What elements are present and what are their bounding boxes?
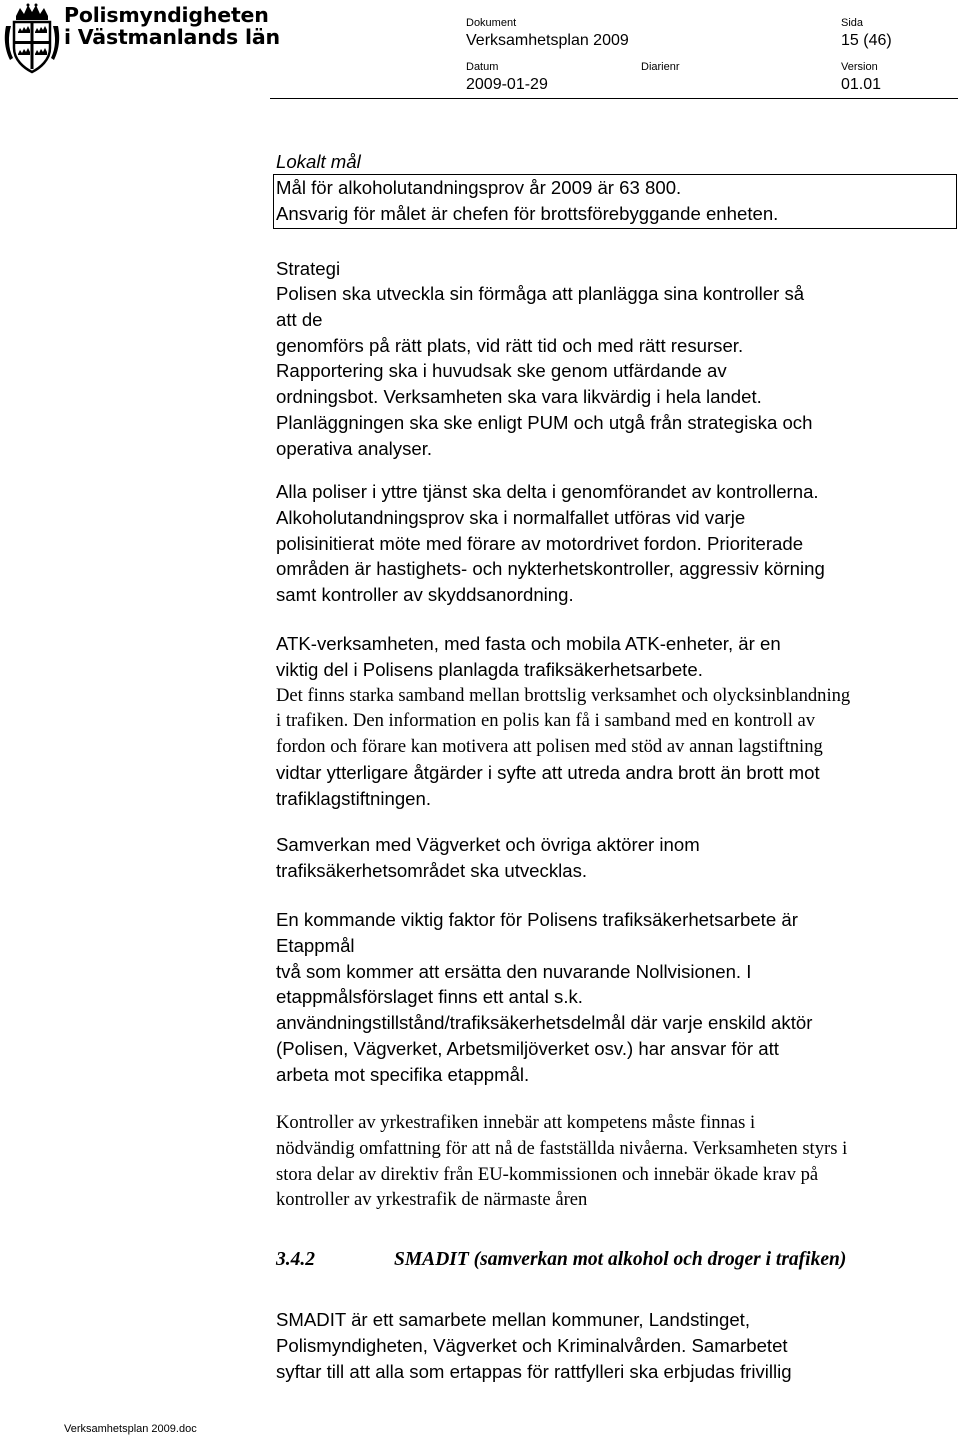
yrke-paragraph bbox=[276, 1110, 956, 1213]
header-divider bbox=[270, 98, 958, 99]
text-line: ATK-verksamheten, med fasta och mobila ATK-enheter, är en bbox=[276, 633, 781, 654]
text-line: Kontroller av yrkestrafiken innebär att kompetens måste finnas i bbox=[276, 1112, 756, 1133]
text-line: två som kommer att ersätta den nuvarande Nollvisionen. I bbox=[276, 960, 752, 982]
organization-name bbox=[64, 4, 280, 48]
etapp-paragraph bbox=[276, 907, 956, 1088]
text-line: Alla poliser i yttre tjänst ska delta i genomförandet av kontrollerna. bbox=[276, 481, 819, 502]
org-line-1: Polismyndigheten bbox=[64, 3, 269, 27]
atk-paragraph bbox=[276, 631, 956, 812]
text-line: vidtar ytterligare åtgärder i syfte att utreda andra brott än brott mot bbox=[276, 761, 820, 783]
text-line: ordningsbot. Verksamheten ska vara likvärdig i hela landet. bbox=[276, 386, 762, 408]
section-heading bbox=[276, 1247, 846, 1273]
section-title: SMADIT (samverkan mot alkohol och droger i trafiken) bbox=[394, 1249, 847, 1270]
label-datum: Datum bbox=[466, 61, 499, 73]
text-line: arbeta mot specifika etappmål. bbox=[276, 1063, 530, 1085]
text-line: användningstillstånd/trafiksäkerhetsdelmål där varje enskild aktör bbox=[276, 1012, 813, 1034]
text-line: Polisen ska utveckla sin förmåga att planlägga sina kontroller så bbox=[276, 283, 805, 304]
text-line: samt kontroller av skyddsanordning. bbox=[276, 584, 574, 606]
section-number: 3.4.2 bbox=[276, 1249, 315, 1270]
text-line: SMADIT är ett samarbete mellan kommuner, Landstinget, bbox=[276, 1309, 751, 1330]
text-line: polisinitierat möte med förare av motordrivet fordon. Prioriterade bbox=[276, 532, 804, 554]
text-line: Det finns starka samband mellan brottslig verksamhet och olycksinblandning bbox=[276, 684, 851, 706]
org-line-2: i Västmanlands län bbox=[64, 25, 280, 49]
text-line: Alkoholutandningsprov ska i normalfallet utföras vid varje bbox=[276, 506, 746, 528]
text-line: i trafiken. Den information en polis kan få i samband med en kontroll av bbox=[276, 710, 816, 732]
text-line: viktig del i Polisens planlagda trafiksäkerhetsarbete. bbox=[276, 658, 703, 680]
value-datum: 2009-01-29 bbox=[466, 76, 548, 93]
text-line: Rapportering ska i huvudsak ske genom utfärdande av bbox=[276, 360, 727, 382]
text-line: operativa analyser. bbox=[276, 437, 433, 459]
label-sida: Sida bbox=[841, 17, 864, 29]
text-line: Samverkan med Vägverket och övriga aktörer inom bbox=[276, 834, 700, 855]
label-version: Version bbox=[841, 61, 878, 73]
text-line: syftar till att alla som ertappas för rattfylleri ska erbjudas frivillig bbox=[276, 1360, 792, 1382]
value-version: 01.01 bbox=[841, 76, 882, 93]
text-line: Polismyndigheten, Vägverket och Kriminalvården. Samarbetet bbox=[276, 1334, 788, 1356]
strategy-paragraph bbox=[276, 281, 956, 462]
text-line: trafiksäkerhetsområdet ska utvecklas. bbox=[276, 859, 588, 881]
text-line: nödvändig omfattning för att nå de fastställda nivåerna. Verksamheten styrs i bbox=[276, 1137, 848, 1159]
label-diarienr: Diarienr bbox=[641, 61, 680, 73]
smadit-paragraph bbox=[276, 1307, 956, 1384]
text-line: En kommande viktig faktor för Polisens trafiksäkerhetsarbete är bbox=[276, 909, 798, 930]
goal-line-1: Mål för alkoholutandningsprov år 2009 är 63 800. bbox=[276, 177, 682, 198]
value-sida: 15 (46) bbox=[841, 32, 892, 49]
footer-filename: Verksamhetsplan 2009.doc bbox=[64, 1423, 197, 1435]
samverkan-paragraph bbox=[276, 832, 956, 884]
value-dokument: Verksamhetsplan 2009 bbox=[466, 32, 629, 49]
text-line: att de bbox=[276, 308, 323, 330]
goal-line-2: Ansvarig för målet är chefen för brottsförebyggande enheten. bbox=[276, 203, 779, 224]
text-line: kontroller av yrkestrafik de närmaste åren bbox=[276, 1189, 588, 1211]
text-line: trafiklagstiftningen. bbox=[276, 787, 432, 809]
text-line: fordon och förare kan motivera att polisen med stöd av annan lagstiftning bbox=[276, 736, 823, 758]
goal-heading: Lokalt mål bbox=[276, 151, 361, 172]
strategy-heading: Strategi bbox=[276, 258, 341, 279]
police-paragraph bbox=[276, 479, 956, 608]
text-line: områden är hastighets- och nykterhetskontroller, aggressiv körning bbox=[276, 558, 825, 580]
text-line: (Polisen, Vägverket, Arbetsmiljöverket osv.) har ansvar för att bbox=[276, 1037, 779, 1059]
text-line: stora delar av direktiv från EU-kommissionen och innebär ökade krav på bbox=[276, 1163, 819, 1185]
label-dokument: Dokument bbox=[466, 17, 517, 29]
text-line: genomförs på rätt plats, vid rätt tid och med rätt resurser. bbox=[276, 334, 744, 356]
police-crest-logo bbox=[2, 2, 62, 74]
text-line: Planläggningen ska ske enligt PUM och utgå från strategiska och bbox=[276, 411, 813, 433]
text-line: etappmålsförslaget finns ett antal s.k. bbox=[276, 986, 583, 1008]
text-line: Etappmål bbox=[276, 934, 355, 956]
